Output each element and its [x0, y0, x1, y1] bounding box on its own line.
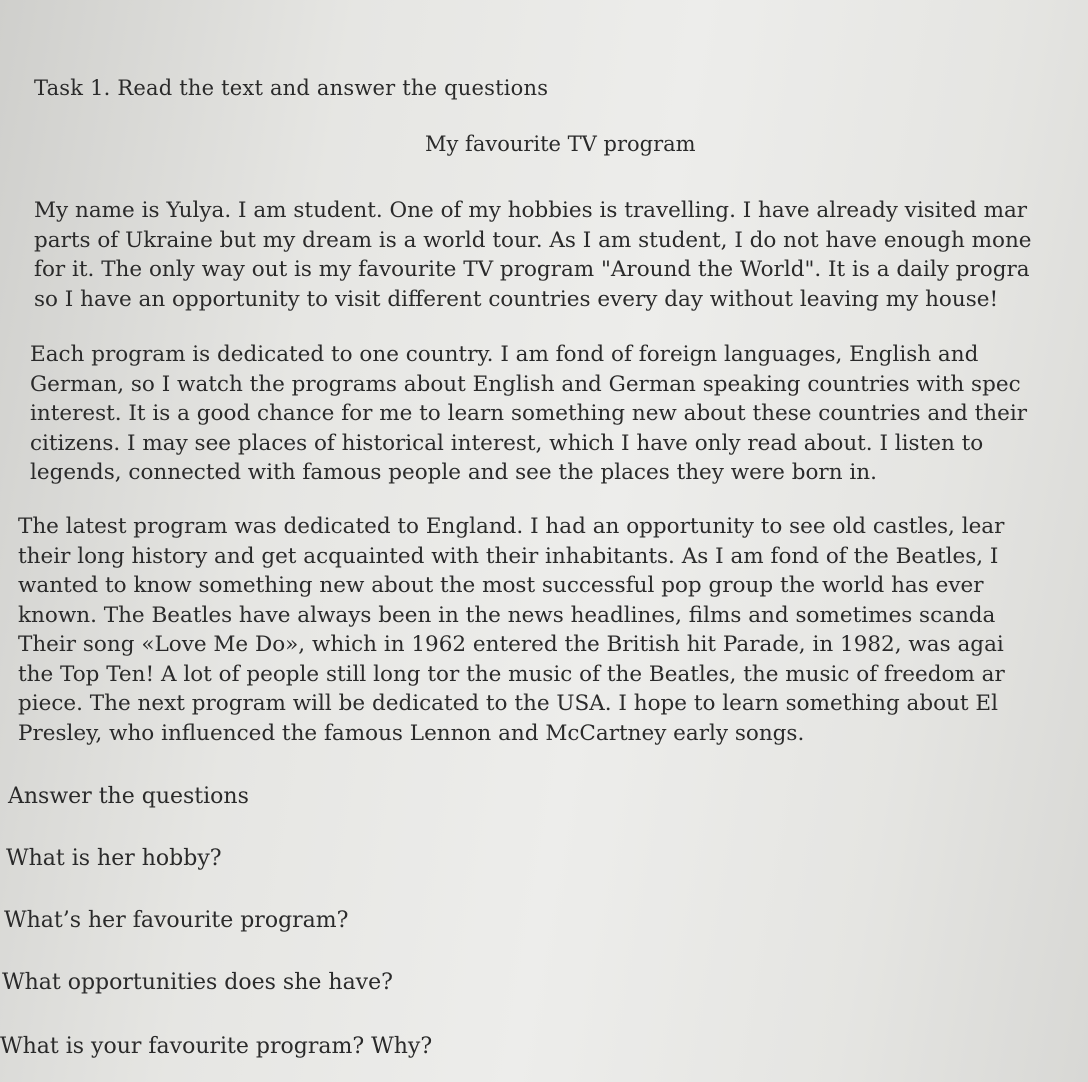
text-line: their long history and get acquainted with their inhabitants. As I am fond of the Beatles, I	[18, 543, 999, 569]
text-line: citizens. I may see places of historical interest, which I have only read about. I listen to	[30, 430, 984, 456]
document-title: My favourite TV program	[425, 132, 696, 156]
text-line: German, so I watch the programs about English and German speaking countries with spec	[30, 371, 1021, 397]
questions-heading: Answer the questions	[8, 784, 249, 809]
text-line: My name is Yulya. I am student. One of my hobbies is travelling. I have already visited mar	[34, 198, 1028, 223]
question-4: What is your favourite program? Why?	[0, 1034, 433, 1059]
paragraph-1	[34, 196, 1032, 314]
text-line: Their song «Love Me Do», which in 1962 entered the British hit Parade, in 1982, was agai	[18, 632, 1004, 657]
text-line: Each program is dedicated to one country. I am fond of foreign languages, English and	[30, 342, 979, 367]
task-title: Task 1. Read the text and answer the questions	[34, 76, 549, 100]
text-line: for it. The only way out is my favourite TV program "Around the World". It is a daily progra	[34, 257, 1030, 282]
paragraph-2	[30, 340, 1027, 488]
question-1: What is her hobby?	[6, 846, 222, 871]
text-line: The latest program was dedicated to England. I had an opportunity to see old castles, lear	[18, 514, 1005, 539]
question-3: What opportunities does she have?	[2, 970, 393, 995]
paragraph-3	[18, 512, 1005, 748]
text-line: wanted to know something new about the most successful pop group the world has ever	[18, 573, 984, 598]
text-line: piece. The next program will be dedicated to the USA. I hope to learn something about El	[18, 691, 998, 716]
text-line: known. The Beatles have always been in the news headlines, films and sometimes scanda	[18, 602, 996, 628]
text-line: parts of Ukraine but my dream is a world tour. As I am student, I do not have enough mone	[34, 227, 1032, 253]
question-2: What’s her favourite program?	[4, 908, 349, 933]
text-line: legends, connected with famous people and see the places they were born in.	[30, 460, 877, 485]
text-line: Presley, who influenced the famous Lennon and McCartney early songs.	[18, 720, 805, 746]
text-line: so I have an opportunity to visit different countries every day without leaving my house!	[34, 286, 999, 312]
text-line: interest. It is a good chance for me to learn something new about these countries and their	[30, 401, 1027, 426]
text-line: the Top Ten! A lot of people still long tor the music of the Beatles, the music of freedom ar	[18, 661, 1005, 687]
